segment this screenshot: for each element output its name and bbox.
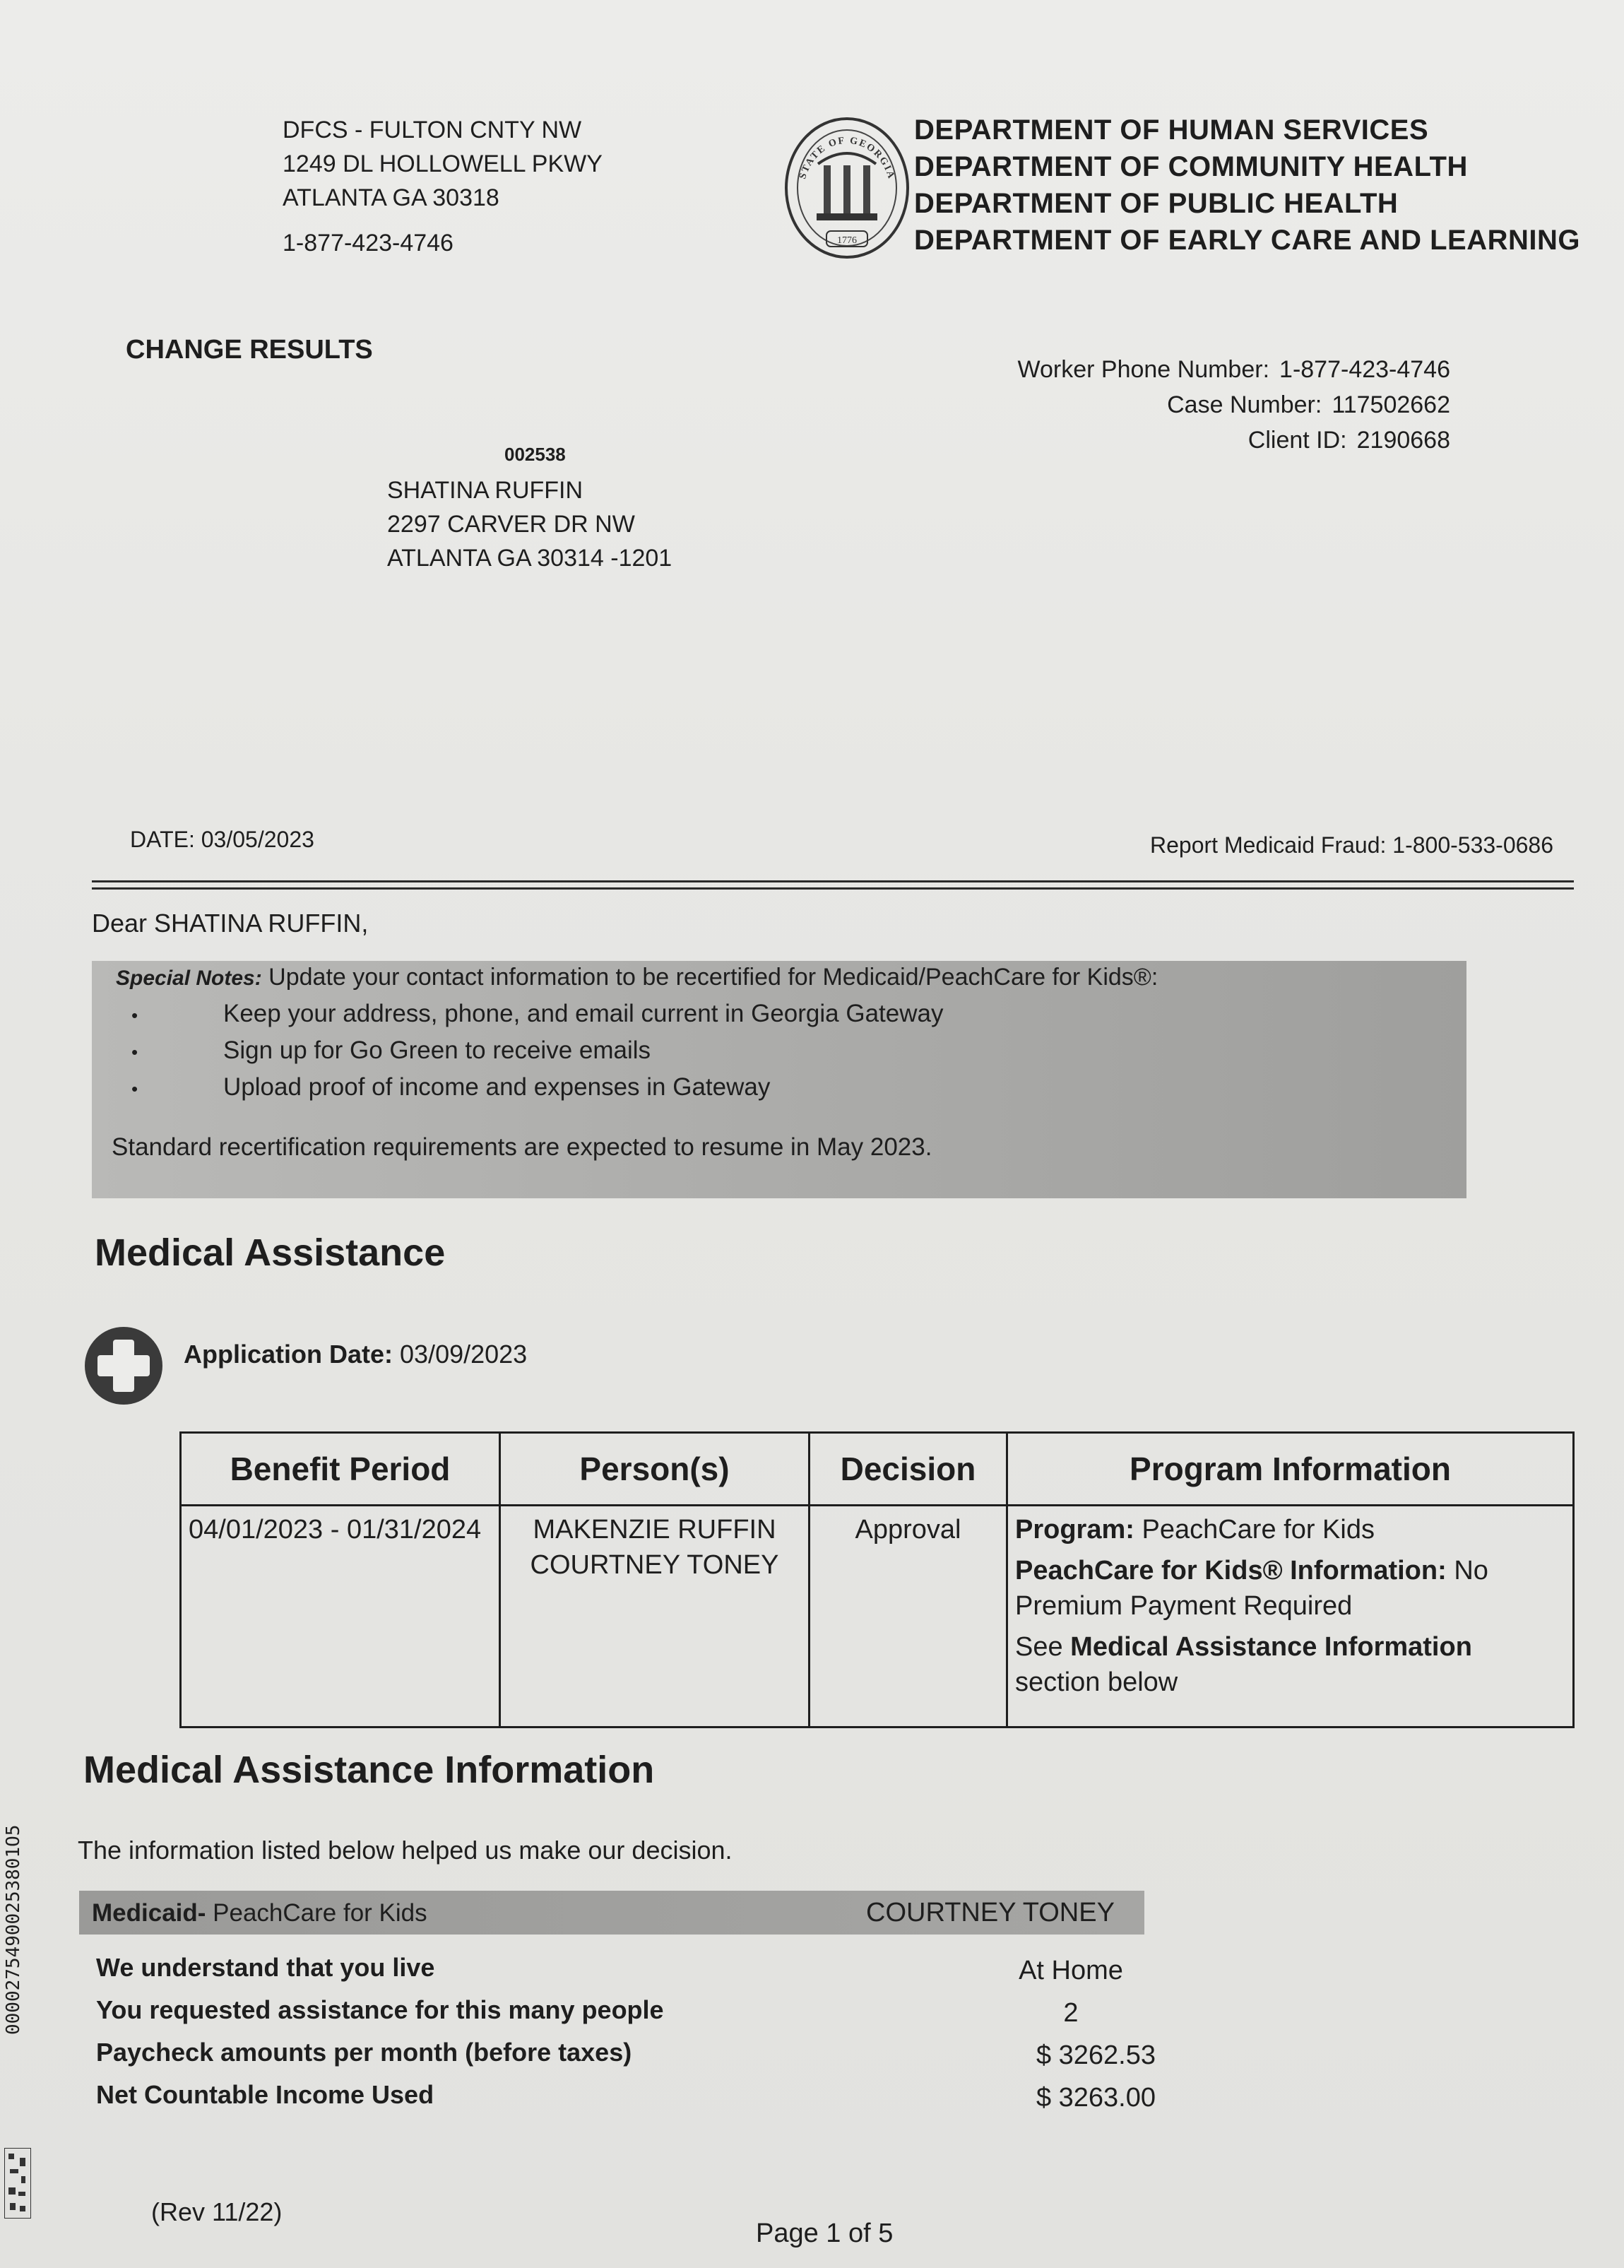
case-number-label: Case Number: — [1167, 391, 1322, 418]
list-item — [117, 1033, 943, 1070]
recipient-street: 2297 CARVER DR NW — [387, 511, 635, 538]
fact-value: $ 3262.53 — [1036, 2040, 1156, 2070]
medical-assistance-info-heading: Medical Assistance Information — [83, 1749, 655, 1791]
fact-row — [96, 2038, 1156, 2080]
fact-label: Paycheck amounts per month (before taxes) — [96, 2038, 632, 2067]
fact-row — [96, 1953, 1156, 1995]
recertification-note: Standard recertification requirements are expected to resume in May 2023. — [112, 1133, 932, 1161]
office-name: DFCS - FULTON CNTY NW — [283, 117, 582, 143]
eligibility-facts — [96, 1953, 1156, 2122]
see-text: See — [1015, 1632, 1071, 1662]
fact-row — [96, 2080, 1156, 2122]
bullet-icon: • — [131, 1078, 138, 1099]
list-item — [117, 996, 943, 1033]
special-notes-list — [117, 996, 943, 1106]
office-phone: 1-877-423-4746 — [283, 230, 454, 256]
page-number: Page 1 of 5 — [756, 2219, 894, 2248]
fact-label: We understand that you live — [96, 1953, 435, 1982]
divider — [92, 880, 1574, 882]
recipient-address — [387, 473, 672, 575]
recipient-city: ATLANTA GA 30314 -1201 — [387, 545, 672, 572]
bullet-icon: • — [131, 1041, 138, 1063]
benefit-period: 04/01/2023 - 01/31/2024 — [181, 1506, 500, 1727]
notice-date: DATE: 03/05/2023 — [130, 827, 314, 852]
client-id-label: Client ID: — [1247, 427, 1347, 454]
worker-phone-label: Worker Phone Number: — [1017, 356, 1270, 383]
application-date — [184, 1340, 527, 1369]
program-bar-label: PeachCare for Kids — [206, 1899, 427, 1927]
office-street: 1249 DL HOLLOWELL PKWY — [283, 150, 603, 177]
persons-cell — [500, 1506, 810, 1727]
mail-code: 002538 — [504, 444, 566, 465]
fact-row — [96, 1995, 1156, 2038]
program-bar-label: Medicaid- — [92, 1899, 206, 1927]
recipient-name: SHATINA RUFFIN — [387, 477, 583, 504]
fact-label: You requested assistance for this many people — [96, 1995, 664, 2024]
peachcare-info-value: No — [1446, 1556, 1488, 1585]
program-value: PeachCare for Kids — [1134, 1515, 1375, 1545]
seal-text: STATE OF GEORGIA — [798, 135, 897, 182]
special-notes-box — [92, 961, 1466, 1198]
application-date-label: Application Date: — [184, 1340, 393, 1369]
column-header: Decision — [810, 1433, 1007, 1506]
fraud-hotline: Report Medicaid Fraud: 1-800-533-0686 — [1150, 832, 1553, 858]
department-name: DEPARTMENT OF PUBLIC HEALTH — [914, 188, 1399, 219]
department-name: DEPARTMENT OF COMMUNITY HEALTH — [914, 151, 1468, 182]
medical-assistance-heading: Medical Assistance — [95, 1232, 446, 1274]
department-list — [914, 112, 1580, 259]
fact-value: 2 — [1063, 1998, 1079, 2028]
note-text: Keep your address, phone, and email current in Georgia Gateway — [223, 1000, 944, 1027]
fact-label: Net Countable Income Used — [96, 2080, 434, 2109]
client-id: 2190668 — [1356, 427, 1450, 454]
divider — [92, 887, 1574, 890]
greeting: Dear SHATINA RUFFIN, — [92, 909, 369, 938]
medical-cross-icon — [83, 1325, 164, 1406]
column-header: Person(s) — [500, 1433, 810, 1506]
program-person-bar — [79, 1891, 1144, 1935]
special-notes-intro: Update your contact information to be recertified for Medicaid/PeachCare for Kids®: — [261, 964, 1158, 991]
info-intro: The information listed below helped us make our decision. — [78, 1836, 733, 1865]
department-name: DEPARTMENT OF HUMAN SERVICES — [914, 114, 1429, 146]
case-details — [1018, 352, 1451, 458]
case-number: 117502662 — [1332, 391, 1450, 418]
program-bar-person: COURTNEY TONEY — [866, 1898, 1115, 1927]
column-header: Benefit Period — [181, 1433, 500, 1506]
barcode-icon — [4, 2148, 31, 2219]
program-label: Program: — [1015, 1515, 1134, 1545]
special-notes-label: Special Notes: — [116, 967, 262, 990]
list-item — [117, 1070, 943, 1106]
worker-phone: 1-877-423-4746 — [1279, 356, 1450, 383]
revision-note: (Rev 11/22) — [151, 2197, 283, 2226]
benefits-table — [179, 1431, 1575, 1728]
person-name: MAKENZIE RUFFIN — [533, 1515, 776, 1545]
bullet-icon: • — [131, 1005, 138, 1026]
georgia-state-seal-icon — [783, 114, 911, 261]
person-name: COURTNEY TONEY — [530, 1550, 779, 1580]
table-header-row — [181, 1433, 1574, 1506]
notice-title: CHANGE RESULTS — [126, 335, 373, 365]
table-row — [181, 1506, 1574, 1727]
seal-year: 1776 — [837, 235, 857, 246]
decision: Approval — [810, 1506, 1007, 1727]
column-header: Program Information — [1007, 1433, 1574, 1506]
fact-value: At Home — [1019, 1956, 1123, 1985]
office-address — [283, 113, 603, 260]
document-code: 00002754900253801O5 — [3, 1824, 24, 2035]
application-date-value: 03/09/2023 — [393, 1340, 528, 1369]
peachcare-info-value: Premium Payment Required — [1015, 1591, 1353, 1621]
see-text: section below — [1015, 1667, 1178, 1697]
office-city: ATLANTA GA 30318 — [283, 184, 499, 211]
note-text: Sign up for Go Green to receive emails — [223, 1036, 651, 1064]
fact-value: $ 3263.00 — [1036, 2083, 1156, 2113]
program-information — [1007, 1506, 1574, 1727]
see-section-name: Medical Assistance Information — [1070, 1632, 1472, 1662]
peachcare-info-label: PeachCare for Kids® Information: — [1015, 1556, 1447, 1585]
note-text: Upload proof of income and expenses in Gateway — [223, 1073, 771, 1101]
department-name: DEPARTMENT OF EARLY CARE AND LEARNING — [914, 225, 1580, 256]
